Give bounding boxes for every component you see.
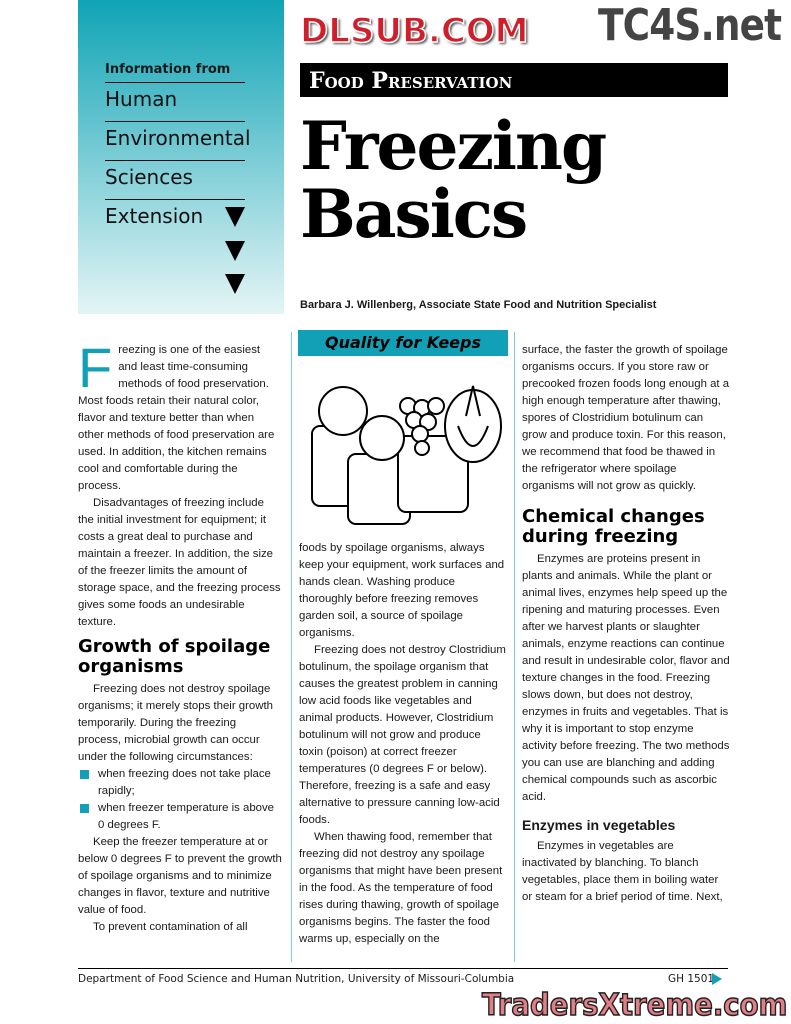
- extension-sidebar: [78, 0, 284, 314]
- column-divider: [514, 332, 515, 962]
- triangle-down-icon: [225, 241, 245, 261]
- paragraph: Enzymes are proteins present in plants and animals. While the plant or animal lives, enzymes help speed up the ripening and maturing processes. Even after we harvest plants or slaughter animals, enzyme reactions can continue and result in undesirable color, flavor and texture changes in the food. Freezing slows down, but does not destroy, enzymes in fruits and vegetables. That is why it is important to stop enzyme activity before freezing. The two methods you can use are blanching and adding chemical compounds such as ascorbic acid.: [522, 553, 730, 803]
- watermark-dlsub: DLSUB.COM: [300, 11, 529, 51]
- title-line: Basics: [300, 175, 527, 253]
- divider: [105, 199, 245, 200]
- footer-rule: [78, 968, 728, 969]
- column-divider: [291, 332, 292, 962]
- column-3: [522, 342, 730, 906]
- intro-paragraph: Freezing is one of the easiest and least time-consuming methods of food preservation. Most foods retain their natural color, flavor and texture better than when other methods of food preservation are used. In addition, the kitchen remains cool and comfortable during the process.: [78, 336, 275, 492]
- author-line: Barbara J. Willenberg, Associate State Food and Nutrition Specialist: [300, 299, 657, 311]
- sidebar-extension: Extension: [105, 204, 204, 228]
- paragraph: Disadvantages of freezing include the initial investment for equipment; it costs a great deal to purchase and maintain a freezer. In addition, the size of the freezer limits the amount of storage space, and the freezing process gives some foods an undesirable texture.: [78, 497, 281, 628]
- box-title: Quality for Keeps: [298, 330, 508, 356]
- divider: [105, 82, 245, 83]
- paragraph: Keep the freezer temperature at or below 0 degrees F to prevent the growth of spoilage organisms and to minimize changes in flavor, texture and nutritive value of food.: [78, 836, 282, 916]
- paragraph: When thawing food, remember that freezing did not destroy any spoilage organisms that might have been present in the food. As the temperature of food rises during thawing, growth of spoilage organisms begins. The faster the food warms up, especially on the: [299, 831, 503, 945]
- publication-code: GH 1501: [668, 973, 715, 985]
- column-2: [299, 540, 507, 948]
- paragraph: To prevent contamination of all: [93, 921, 248, 933]
- sidebar-environmental: Environmental: [105, 126, 251, 150]
- sidebar-sciences: Sciences: [105, 165, 193, 189]
- watermark-tradersxtreme: TradersXtreme.com: [482, 988, 788, 1023]
- bullet-item: when freezing does not take place rapidly;: [78, 766, 282, 800]
- title-line: Freezing: [300, 107, 606, 185]
- sidebar-human: Human: [105, 87, 178, 111]
- heading-enzymes: Enzymes in vegetables: [522, 817, 676, 833]
- info-from-label: Information from: [105, 62, 231, 77]
- paragraph: Freezing does not destroy Clostridium botulinum, the spoilage organism that causes the greatest problem in canning low acid foods like vegetables and animal products. However, Clostridium botulinum will not grow and produce toxin (poison) at correct freezer temperatures (0 degrees F or below). Therefore, freezing is a safe and easy alternative to pressure canning low-acid foods.: [299, 644, 506, 826]
- paragraph: Enzymes in vegetables are inactivated by blanching. To blanch vegetables, place them in boiling water or steam for a brief period of time. Next,: [522, 840, 723, 903]
- footer-department: Department of Food Science and Human Nutrition, University of Missouri-Columbia: [78, 973, 515, 985]
- paragraph: foods by spoilage organisms, always keep your equipment, work surfaces and hands clean. Washing produce thoroughly before freezing removes garden soil, a source of spoilage organisms.: [299, 542, 505, 639]
- drop-cap: F: [78, 336, 113, 399]
- watermark-tc4s: TC4S.net: [598, 0, 782, 51]
- frozen-food-illustration: [298, 356, 508, 528]
- heading-growth: Growth of spoilage organisms: [78, 636, 271, 677]
- triangle-down-icon: [225, 207, 245, 227]
- column-1: [78, 336, 282, 936]
- page-title: [300, 107, 606, 253]
- heading-chemical: Chemical changes during freezing: [522, 506, 705, 547]
- series-banner: Food Preservation: [300, 63, 728, 97]
- paragraph: surface, the faster the growth of spoilage organisms occurs. If you store raw or precooked frozen foods long enough at a high enough temperature after thawing, spores of Clostridium botulinum can grow and produce toxin. For this reason, we recommend that food be thawed in the refrigerator where spoilage organisms will not grow as quickly.: [522, 344, 730, 492]
- paragraph: Freezing does not destroy spoilage organisms; it merely stops their growth temporarily. During the freezing process, microbial growth can occur under the following circumstances:: [78, 683, 273, 763]
- divider: [105, 121, 245, 122]
- bullet-item: when freezer temperature is above 0 degrees F.: [78, 800, 282, 834]
- triangle-down-icon: [225, 274, 245, 294]
- arrow-right-icon: [712, 973, 722, 985]
- divider: [105, 160, 245, 161]
- quality-for-keeps-box: [298, 330, 508, 530]
